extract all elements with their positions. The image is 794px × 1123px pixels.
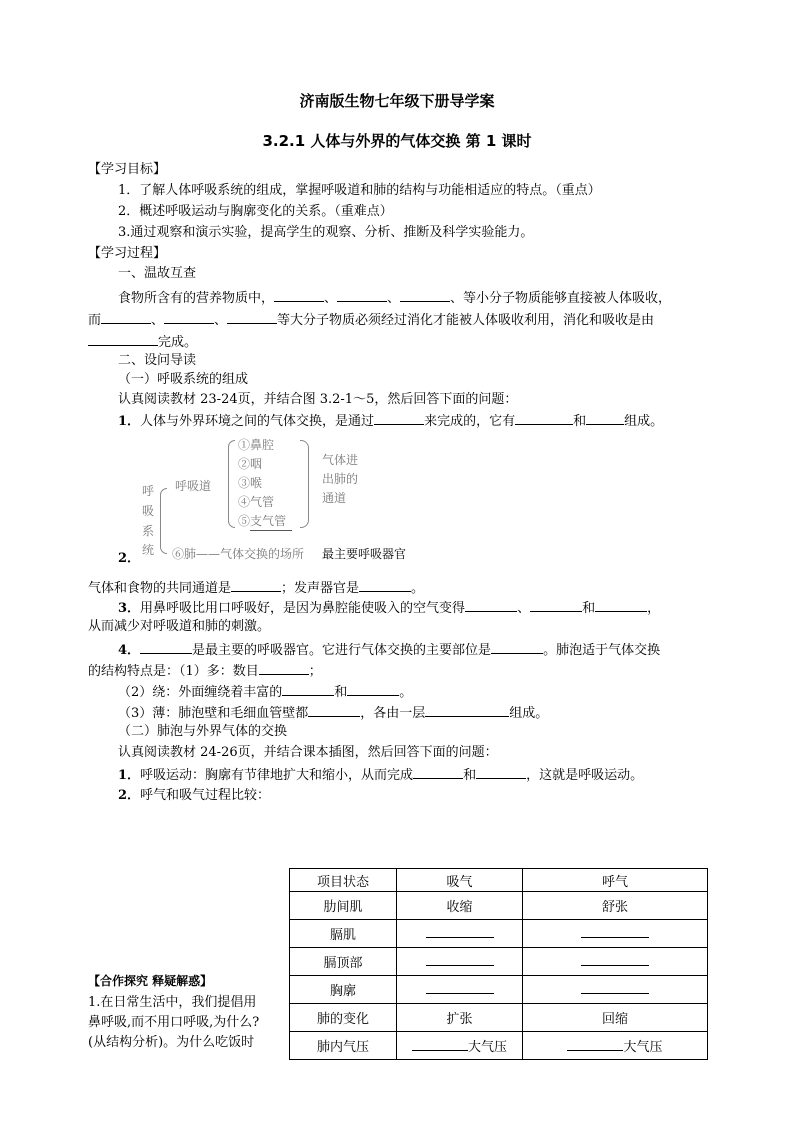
pathway-label: 通道	[322, 491, 347, 505]
review-line-1: 食物所含有的营养物质中， 、 、 、等小分子物质能够直接被人体吸收，	[118, 291, 672, 306]
answer-blank[interactable]	[581, 925, 649, 938]
answer-blank[interactable]	[347, 683, 399, 696]
answer-blank[interactable]	[359, 579, 411, 592]
inhale-cell[interactable]	[397, 920, 523, 948]
exhale-cell[interactable]	[523, 976, 708, 1004]
question-1: 1．人体与外界环境之间的气体交换，是通过 来完成的，它有 和 组成。	[118, 414, 664, 429]
tract-label: 呼吸道	[175, 479, 212, 493]
answer-blank[interactable]	[164, 311, 214, 324]
answer-blank[interactable]	[595, 599, 647, 612]
inhale-cell: 收缩	[397, 892, 523, 920]
answer-blank[interactable]	[491, 641, 543, 654]
exhale-cell: 舒张	[523, 892, 708, 920]
coop-heading: 【合作探究 释疑解惑】	[88, 974, 213, 988]
exhale-cell[interactable]	[523, 920, 708, 948]
organ-label: ⑤支气管	[238, 514, 287, 528]
system-char: 呼	[142, 484, 155, 498]
table-row	[290, 892, 708, 920]
exhale-cell: 回缩	[523, 1004, 708, 1032]
system-char: 系	[142, 524, 155, 538]
page-title: 济南版生物七年级下册导学案	[299, 92, 495, 110]
answer-blank[interactable]	[337, 289, 387, 302]
organ-label: ②咽	[238, 457, 263, 471]
exhale-cell[interactable]	[523, 948, 708, 976]
answer-blank[interactable]	[426, 981, 494, 994]
answer-blank[interactable]	[227, 311, 277, 324]
answer-blank[interactable]	[567, 1038, 623, 1051]
answer-blank[interactable]	[274, 289, 324, 302]
answer-blank[interactable]	[581, 953, 649, 966]
question-2: 气体和食物的共同通道是 ；发声器官是 。	[88, 581, 425, 596]
answer-blank[interactable]	[231, 579, 281, 592]
answer-blank[interactable]	[400, 289, 450, 302]
table-row	[290, 1004, 708, 1032]
tract-brace	[228, 440, 235, 528]
question-4-line-3: （2）绕：外面缠绕着丰富的 和 。	[118, 685, 413, 700]
answer-blank[interactable]	[586, 412, 624, 425]
answer-blank[interactable]	[88, 333, 158, 346]
row-label: 胸廓	[290, 976, 397, 1004]
answer-blank[interactable]	[426, 953, 494, 966]
section2-question-1: 1．呼吸运动：胸廓有节律地扩大和缩小，从而完成 和 ，这就是呼吸运动。	[118, 768, 644, 783]
answer-blank[interactable]	[413, 766, 463, 779]
row-label: 肺内气压	[290, 1032, 397, 1060]
process-heading: 【学习过程】	[88, 246, 167, 261]
answer-blank[interactable]	[282, 683, 334, 696]
answer-blank[interactable]	[425, 704, 509, 717]
table-header-cell: 呼气	[523, 869, 708, 892]
question-3: 3．用鼻呼吸比用口呼吸好，是因为鼻腔能使吸入的空气变得 、 和 ，	[118, 601, 661, 616]
table-row	[290, 976, 708, 1004]
review-line-3: 完成。	[88, 333, 197, 351]
answer-blank[interactable]	[308, 704, 360, 717]
question-4: 4． 是最主要的呼吸器官。它进行气体交换的主要部位是 。肺泡适于气体交换	[118, 643, 661, 658]
coop-line: 鼻呼吸,而不用口呼吸,为什么?	[88, 1015, 260, 1030]
table-row	[290, 1032, 708, 1060]
table-row	[290, 920, 708, 948]
section1-heading: （一）呼吸系统的组成	[118, 372, 249, 387]
row-label: 膈肌	[290, 920, 397, 948]
table-header-row	[290, 869, 708, 892]
question-4-line-2: 的结构特点是：（1）多：数目 ；	[88, 664, 322, 679]
underline-mark	[250, 530, 292, 531]
table-header-cell: 项目状态	[290, 869, 397, 892]
section2-question-2: 2．呼气和吸气过程比较：	[118, 788, 271, 803]
answer-blank[interactable]	[476, 766, 526, 779]
row-label: 肋间肌	[290, 892, 397, 920]
inhale-cell[interactable]: 大气压	[397, 1032, 523, 1060]
lung-note: 最主要呼吸器官	[322, 547, 407, 561]
system-brace	[160, 488, 167, 554]
question-4-line-4: （3）薄：肺泡壁和毛细血管壁都 ，各由一层 组成。	[118, 706, 549, 721]
table-header-cell: 吸气	[397, 869, 523, 892]
lung-label: ⑥肺——气体交换的场所	[172, 547, 305, 561]
answer-blank[interactable]	[530, 599, 582, 612]
guide-heading: 二、设问导读	[118, 353, 197, 368]
inhale-cell: 扩张	[397, 1004, 523, 1032]
lesson-subtitle: 3.2.1 人体与外界的气体交换 第 1 课时	[262, 132, 532, 150]
coop-line: (从结构分析)。为什么吃饭时	[88, 1035, 255, 1050]
answer-blank[interactable]	[426, 925, 494, 938]
exhale-cell[interactable]: 大气压	[523, 1032, 708, 1060]
answer-blank[interactable]	[101, 311, 151, 324]
goals-heading: 【学习目标】	[88, 162, 167, 177]
inhale-cell[interactable]	[397, 948, 523, 976]
row-label: 肺的变化	[290, 1004, 397, 1032]
section2-reading: 认真阅读教材 24-26页，并结合课本插图，然后回答下面的问题：	[118, 745, 498, 760]
answer-blank[interactable]	[412, 1038, 468, 1051]
system-char: 吸	[142, 504, 155, 518]
section1-reading: 认真阅读教材 23-24页，并结合图 3.2-1～5，然后回答下面的问题：	[118, 392, 518, 407]
row-label: 膈顶部	[290, 948, 397, 976]
answer-blank[interactable]	[374, 412, 424, 425]
review-line-2: 而 、 、 等大分子物质必须经过消化才能被人体吸收利用，消化和吸收是由	[88, 313, 655, 328]
table-row	[290, 948, 708, 976]
coop-line: 1.在日常生活中，我们提倡用	[88, 995, 257, 1010]
breathing-comparison-table	[289, 868, 708, 1060]
question-3-line-2: 从而减少对呼吸道和肺的刺激。	[88, 619, 271, 634]
pathway-label: 气体进	[322, 453, 359, 467]
section2-heading: （二）肺泡与外界气体的交换	[118, 724, 288, 739]
answer-blank[interactable]	[259, 662, 309, 675]
goal-item-2: 2．概述呼吸运动与胸廓变化的关系。（重难点）	[118, 204, 393, 219]
review-heading: 一、温故互查	[118, 266, 197, 281]
pathway-brace	[300, 440, 309, 528]
organ-label: ①鼻腔	[238, 438, 275, 452]
inhale-cell[interactable]	[397, 976, 523, 1004]
answer-blank[interactable]	[515, 412, 573, 425]
pathway-label: 出肺的	[322, 472, 359, 486]
organ-label: ④气管	[238, 495, 275, 509]
answer-blank[interactable]	[465, 599, 517, 612]
question-2-number: 2．	[118, 551, 141, 566]
organ-label: ③喉	[238, 476, 263, 490]
answer-blank[interactable]	[140, 641, 192, 654]
system-char: 统	[142, 543, 155, 557]
answer-blank[interactable]	[581, 981, 649, 994]
goal-item-3: 3.通过观察和演示实验，提高学生的观察、分析、推断及科学实验能力。	[118, 225, 534, 240]
goal-item-1: 1．了解人体呼吸系统的组成，掌握呼吸道和肺的结构与功能相适应的特点。（重点）	[118, 183, 601, 198]
